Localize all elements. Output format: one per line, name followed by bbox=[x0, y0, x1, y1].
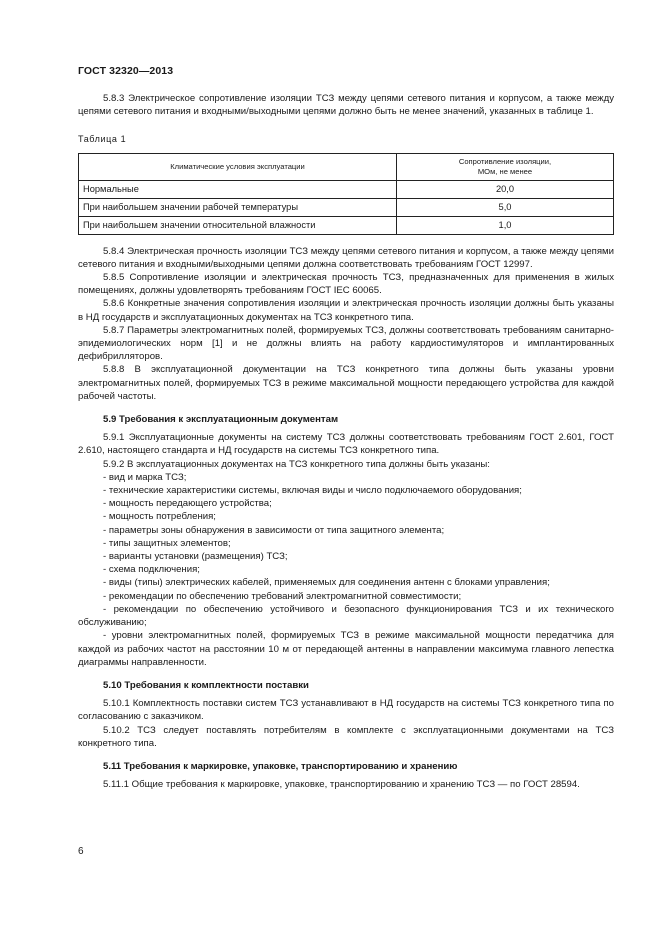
table-cell-value: 5,0 bbox=[397, 198, 614, 216]
section-heading-5-9: 5.9 Требования к эксплуатационным документам bbox=[103, 414, 339, 426]
section-heading-5-10: 5.10 Требования к комплектности поставки bbox=[103, 679, 309, 691]
table-header-row bbox=[79, 153, 614, 180]
table-cell-value: 1,0 bbox=[397, 216, 614, 234]
page-number: 6 bbox=[78, 846, 84, 857]
list-item: - мощность потребления; bbox=[103, 511, 216, 523]
list-item: - вид и марка ТСЗ; bbox=[103, 471, 187, 483]
table-cell-value: 20,0 bbox=[397, 180, 614, 198]
table-caption: Таблица 1 bbox=[78, 134, 127, 145]
table-row bbox=[79, 180, 614, 198]
list-item: - параметры зоны обнаружения в зависимости от типа защитного элемента; bbox=[103, 524, 445, 536]
table-row bbox=[79, 198, 614, 216]
paragraph-5-8-3: 5.8.3 Электрическое сопротивление изоляции ТСЗ между цепями сетевого питания и корпусом, а также между цепями сетевого питания и входными/выходными цепями должно быть не менее значений, указанных в таблице 1. bbox=[78, 93, 614, 118]
table-row bbox=[79, 216, 614, 234]
table-cell-condition: При наибольшем значении рабочей температуры bbox=[79, 198, 397, 216]
table-header-resistance-text: Сопротивление изоляции, МОм, не менее bbox=[458, 156, 552, 176]
table-header-conditions: Климатические условия эксплуатации bbox=[79, 153, 397, 180]
list-item: - рекомендации по обеспечению устойчивого и безопасного функционирования ТСЗ и их технического обслуживанию; bbox=[78, 603, 614, 629]
table-header-resistance bbox=[397, 153, 614, 180]
paragraph-5-10-2: 5.10.2 ТСЗ следует поставлять потребителям в комплекте с эксплуатационными документами на ТСЗ конкретного типа. bbox=[78, 724, 614, 749]
paragraph-5-8-4: 5.8.4 Электрическая прочность изоляции ТСЗ между цепями сетевого питания и корпусом, а также между цепями сетевого питания и входными/выходными цепями должна соответствовать требованиям ГОСТ 12997. bbox=[78, 245, 614, 270]
list-item: - схема подключения; bbox=[103, 564, 200, 576]
list-item: - мощность передающего устройства; bbox=[103, 498, 272, 510]
list-item: - уровни электромагнитных полей, формируемых ТСЗ в режиме максимальной мощности передатчика для каждой из рабочих частот на расстоянии 10 м от передающей антенны в направлении максимума главного лепестка диаграммы направленности. bbox=[78, 630, 614, 668]
insulation-resistance-table bbox=[78, 153, 614, 235]
list-item: - рекомендации по обеспечению требований электромагнитной совместимости; bbox=[103, 590, 462, 602]
paragraph-5-8-8: 5.8.8 В эксплуатационной документации на ТСЗ конкретного типа должны быть указаны уровни электромагнитных полей, формируемых ТСЗ в режиме максимальной мощности передающего устройства для каждой рабочей частоты. bbox=[78, 364, 614, 402]
table-cell-condition: При наибольшем значении относительной влажности bbox=[79, 216, 397, 234]
paragraph-5-8-7: 5.8.7 Параметры электромагнитных полей, формируемых ТСЗ, должны соответствовать требованиям санитарно-эпидемиологических норм [1] и не должны влиять на работу кардиостимуляторов и имплантированных дефибрилляторов. bbox=[78, 324, 614, 363]
paragraph-5-9-2: 5.9.2 В эксплуатационных документах на ТСЗ конкретного типа должны быть указаны: bbox=[103, 458, 490, 470]
section-heading-5-11: 5.11 Требования к маркировке, упаковке, транспортированию и хранению bbox=[103, 760, 458, 772]
list-item: - варианты установки (размещения) ТСЗ; bbox=[103, 551, 288, 563]
paragraph-5-11-1: 5.11.1 Общие требования к маркировке, упаковке, транспортированию и хранению ТСЗ — по ГОСТ 28594. bbox=[103, 779, 580, 791]
list-item: - типы защитных элементов; bbox=[103, 537, 231, 549]
table-cell-condition: Нормальные bbox=[79, 180, 397, 198]
page-content bbox=[78, 92, 614, 791]
paragraph-5-8-5: 5.8.5 Сопротивление изоляции и электрическая прочность ТСЗ, предназначенных для применения в жилых помещениях, должны удовлетворять требованиям ГОСТ IEC 60065. bbox=[78, 272, 614, 297]
list-item: - виды (типы) электрических кабелей, применяемых для соединения антенн с блоками управления; bbox=[103, 577, 550, 589]
list-item: - технические характеристики системы, включая виды и число подключаемого оборудования; bbox=[103, 485, 522, 497]
paragraph-5-9-1: 5.9.1 Эксплуатационные документы на систему ТСЗ должны соответствовать требованиям ГОСТ 2.601, ГОСТ 2.610, настоящего стандарта и НД государств на системы ТСЗ конкретного типа. bbox=[78, 432, 614, 457]
paragraph-5-8-6: 5.8.6 Конкретные значения сопротивления изоляции и электрическая прочность изоляции должны быть указаны в НД государств и эксплуатационных документах на ТСЗ конкретного типа. bbox=[78, 298, 614, 323]
paragraph-5-10-1: 5.10.1 Комплектность поставки систем ТСЗ устанавливают в НД государств на системы ТСЗ конкретного типа по согласованию с заказчиком. bbox=[78, 698, 614, 723]
document-header: ГОСТ 32320—2013 bbox=[78, 65, 174, 77]
